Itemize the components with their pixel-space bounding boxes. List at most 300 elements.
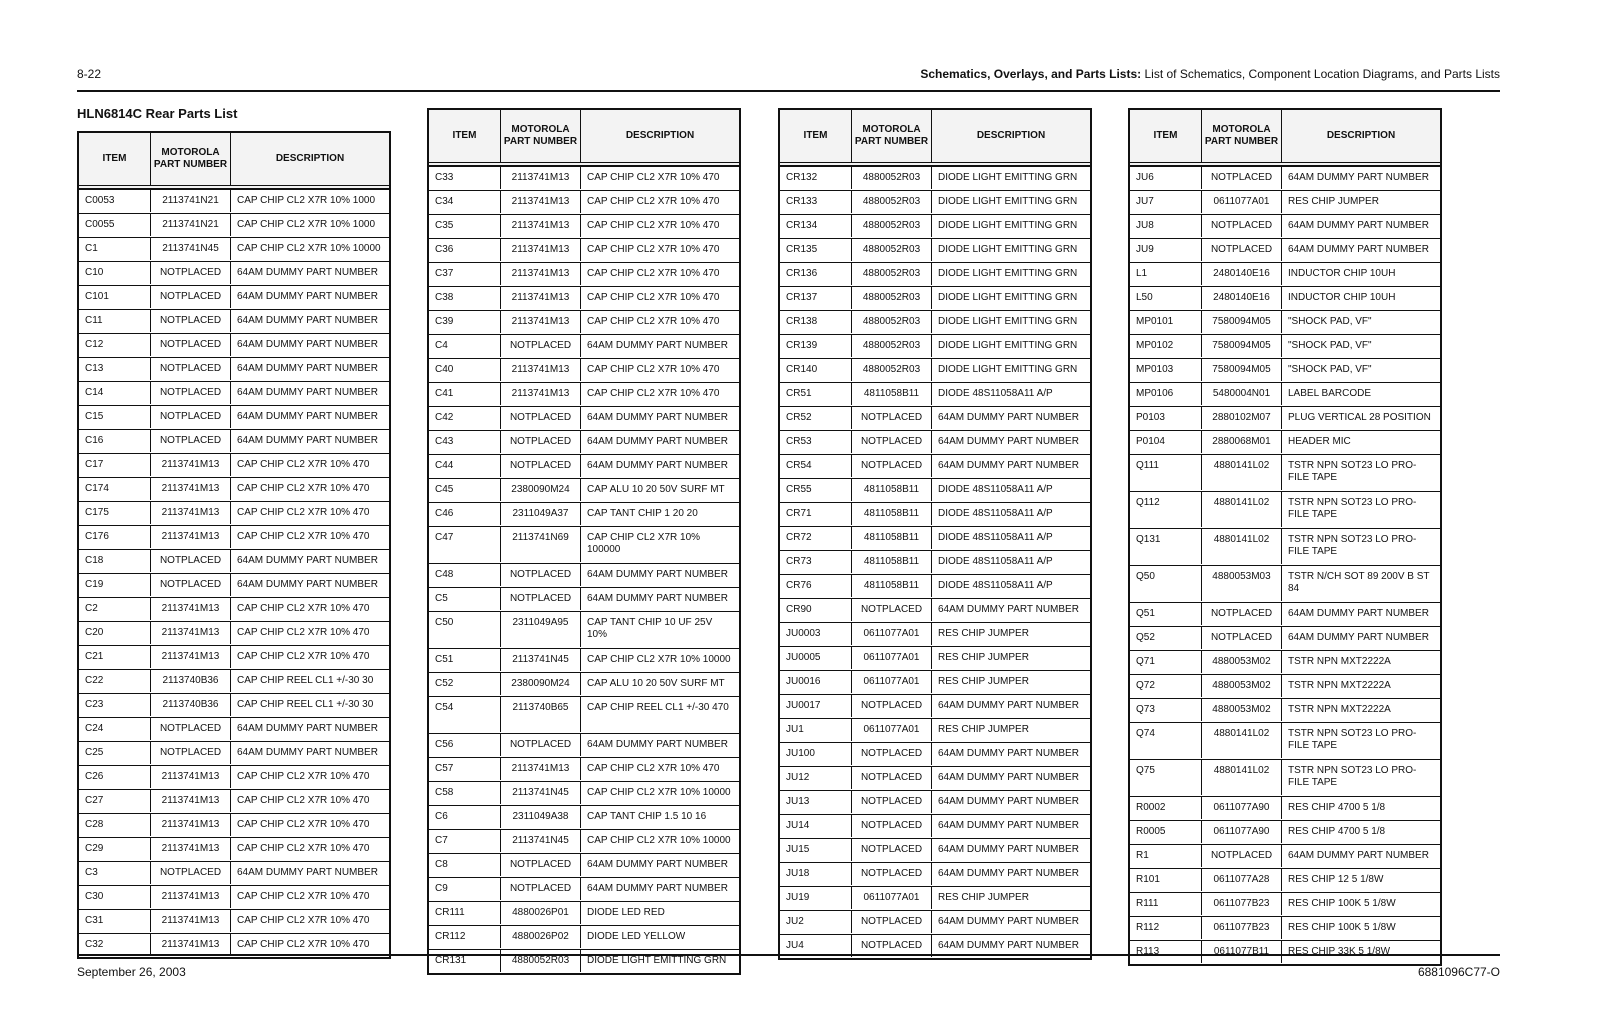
description-cell: 64AM DUMMY PART NUMBER <box>237 555 378 566</box>
part-number-cell: 0611077A01 <box>852 623 932 645</box>
table-row <box>429 166 739 190</box>
table-row <box>1130 759 1440 796</box>
table-row <box>1130 262 1440 286</box>
table-row <box>429 406 739 430</box>
part-number-cell: 4880026P02 <box>501 926 581 948</box>
description-cell: 64AM DUMMY PART NUMBER <box>938 748 1079 759</box>
parts-table <box>77 131 391 959</box>
description-cell: CAP CHIP CL2 X7R 10% 10000 <box>587 654 731 665</box>
description-cell: CAP CHIP CL2 X7R 10% 100000 <box>587 532 701 555</box>
description-cell: CAP CHIP CL2 X7R 10% 1000 <box>237 219 376 230</box>
table-row <box>429 901 739 925</box>
table-row <box>79 213 389 237</box>
description-cell: 64AM DUMMY PART NUMBER <box>587 340 728 351</box>
item-cell: JU19 <box>780 887 852 909</box>
part-number-cell: 2113741M13 <box>501 311 581 333</box>
item-cell: C11 <box>79 310 151 332</box>
description-cell: 64AM DUMMY PART NUMBER <box>237 291 378 302</box>
description-cell: 64AM DUMMY PART NUMBER <box>938 940 1079 951</box>
description-cell: CAP CHIP CL2 X7R 10% 10000 <box>587 787 731 798</box>
description-cell: CAP ALU 10 20 50V SURF MT <box>587 484 725 495</box>
part-number-cell: 4811058B11 <box>852 575 932 597</box>
part-number-cell: 2113741M13 <box>501 263 581 285</box>
item-cell: C14 <box>79 382 151 404</box>
description-cell: TSTR N/CH SOT 89 200V B ST 84 <box>1288 571 1430 594</box>
part-number-cell: NOTPLACED <box>852 431 932 453</box>
item-cell: C12 <box>79 334 151 356</box>
item-cell: C35 <box>429 215 501 237</box>
item-cell: C44 <box>429 455 501 477</box>
item-cell: C2 <box>79 598 151 620</box>
header-item: ITEM <box>780 110 852 162</box>
item-cell: MP0101 <box>1130 311 1202 333</box>
part-number-cell: 0611077A90 <box>1202 821 1282 843</box>
item-cell: JU4 <box>780 935 852 957</box>
item-cell: Q75 <box>1130 760 1202 795</box>
table-row <box>780 790 1090 814</box>
table-row <box>1130 602 1440 626</box>
part-number-cell: NOTPLACED <box>501 335 581 357</box>
table-row <box>429 310 739 334</box>
part-number-cell: 4880053M02 <box>1202 675 1282 697</box>
part-number-cell: 4880052R03 <box>852 311 932 333</box>
description-cell: HEADER MIC <box>1288 436 1351 447</box>
item-cell: P0104 <box>1130 431 1202 453</box>
table-row <box>429 382 739 406</box>
description-cell: 64AM DUMMY PART NUMBER <box>938 820 1079 831</box>
item-cell: C46 <box>429 503 501 525</box>
part-number-cell: NOTPLACED <box>151 382 231 404</box>
description-cell: RES CHIP 100K 5 1/8W <box>1288 922 1396 933</box>
description-cell: DIODE LIGHT EMITTING GRN <box>938 196 1078 207</box>
table-row <box>780 646 1090 670</box>
item-cell: C30 <box>79 886 151 908</box>
description-cell: TSTR NPN SOT23 LO PRO-FILE TAPE <box>1288 460 1417 483</box>
description-cell: DIODE 48S11058A11 A/P <box>938 556 1053 567</box>
part-number-cell: 2113741M13 <box>151 622 231 644</box>
item-cell: CR90 <box>780 599 852 621</box>
item-cell: C3 <box>79 862 151 884</box>
table-row <box>780 262 1090 286</box>
footer-doc-number: 6881096C77-O <box>1417 965 1500 979</box>
description-cell: DIODE LIGHT EMITTING GRN <box>938 316 1078 327</box>
item-cell: JU18 <box>780 863 852 885</box>
table-row <box>1130 820 1440 844</box>
description-cell: INDUCTOR CHIP 10UH <box>1288 292 1396 303</box>
description-cell: CAP CHIP CL2 X7R 10% 470 <box>237 459 370 470</box>
description-cell: CAP CHIP REEL CL1 +/-30 470 <box>587 702 729 713</box>
table-row <box>429 805 739 829</box>
item-cell: C57 <box>429 758 501 780</box>
description-cell: DIODE LIGHT EMITTING GRN <box>938 268 1078 279</box>
part-number-cell: NOTPLACED <box>151 550 231 572</box>
table-row <box>780 406 1090 430</box>
description-cell: INDUCTOR CHIP 10UH <box>1288 268 1396 279</box>
description-cell: 64AM DUMMY PART NUMBER <box>587 569 728 580</box>
item-cell: C6 <box>429 806 501 828</box>
header-description: DESCRIPTION <box>625 130 695 141</box>
table-row <box>429 563 739 587</box>
table-row <box>429 358 739 382</box>
description-cell: 64AM DUMMY PART NUMBER <box>237 747 378 758</box>
part-number-cell: 0611077A28 <box>1202 869 1282 891</box>
item-cell: JU0005 <box>780 647 852 669</box>
item-cell: JU100 <box>780 743 852 765</box>
item-cell: C17 <box>79 454 151 476</box>
item-cell: C16 <box>79 430 151 452</box>
part-number-cell: NOTPLACED <box>852 935 932 957</box>
description-cell: TSTR NPN SOT23 LO PRO-FILE TAPE <box>1288 534 1417 557</box>
item-cell: CR132 <box>780 167 852 189</box>
description-cell: 64AM DUMMY PART NUMBER <box>1288 220 1429 231</box>
table-row <box>780 838 1090 862</box>
description-cell: RES CHIP 4700 5 1/8 <box>1288 802 1386 813</box>
table-row <box>429 829 739 853</box>
table-row <box>1130 528 1440 565</box>
description-cell: 64AM DUMMY PART NUMBER <box>938 844 1079 855</box>
description-cell: CAP CHIP CL2 X7R 10% 470 <box>587 388 720 399</box>
description-cell: CAP CHIP CL2 X7R 10% 470 <box>237 891 370 902</box>
description-cell: "SHOCK PAD, VF" <box>1288 340 1372 351</box>
part-number-cell: 2113741M13 <box>151 790 231 812</box>
item-cell: C56 <box>429 734 501 756</box>
part-number-cell: NOTPLACED <box>852 863 932 885</box>
part-number-cell: NOTPLACED <box>852 407 932 429</box>
description-cell: 64AM DUMMY PART NUMBER <box>237 363 378 374</box>
table-row <box>429 672 739 696</box>
item-cell: C26 <box>79 766 151 788</box>
item-cell: C1 <box>79 238 151 260</box>
running-header-rest: List of Schematics, Component Location Diagrams, and Parts Lists <box>1141 67 1500 81</box>
item-cell: JU13 <box>780 791 852 813</box>
table-row <box>79 261 389 285</box>
part-number-cell: 0611077B23 <box>1202 917 1282 939</box>
table-row <box>79 717 389 741</box>
item-cell: C27 <box>79 790 151 812</box>
part-number-cell: NOTPLACED <box>151 718 231 740</box>
item-cell: JU9 <box>1130 239 1202 261</box>
item-cell: Q71 <box>1130 651 1202 673</box>
part-number-cell: NOTPLACED <box>852 767 932 789</box>
description-cell: DIODE 48S11058A11 A/P <box>938 388 1053 399</box>
item-cell: L1 <box>1130 263 1202 285</box>
item-cell: C32 <box>79 934 151 956</box>
part-number-cell: 2880102M07 <box>1202 407 1282 429</box>
table-row <box>429 877 739 901</box>
item-cell: Q112 <box>1130 492 1202 527</box>
description-cell: 64AM DUMMY PART NUMBER <box>237 315 378 326</box>
part-number-cell: 4880053M03 <box>1202 566 1282 601</box>
description-cell: DIODE 48S11058A11 A/P <box>938 532 1053 543</box>
header-part-number: MOTOROLA PART NUMBER <box>1202 110 1282 162</box>
part-number-cell: 7580094M05 <box>1202 359 1282 381</box>
part-number-cell: 2113740B36 <box>151 670 231 692</box>
part-number-cell: NOTPLACED <box>151 358 231 380</box>
part-number-cell: 4811058B11 <box>852 479 932 501</box>
item-cell: CR54 <box>780 455 852 477</box>
description-cell: CAP ALU 10 20 50V SURF MT <box>587 678 725 689</box>
table-row <box>429 757 739 781</box>
header-rule <box>77 90 1500 92</box>
description-cell: CAP CHIP CL2 X7R 10% 470 <box>587 220 720 231</box>
item-cell: JU0017 <box>780 695 852 717</box>
description-cell: "SHOCK PAD, VF" <box>1288 316 1372 327</box>
table-row <box>1130 310 1440 334</box>
part-number-cell: 4880053M02 <box>1202 699 1282 721</box>
table-header <box>429 110 739 166</box>
item-cell: CR111 <box>429 902 501 924</box>
item-cell: C51 <box>429 649 501 671</box>
part-number-cell: NOTPLACED <box>501 431 581 453</box>
part-number-cell: 2113741M13 <box>501 239 581 261</box>
part-number-cell: 4880052R03 <box>852 239 932 261</box>
part-number-cell: 2113741M13 <box>151 910 231 932</box>
description-cell: 64AM DUMMY PART NUMBER <box>938 868 1079 879</box>
part-number-cell: 4880052R03 <box>852 191 932 213</box>
table-row <box>79 861 389 885</box>
part-number-cell: NOTPLACED <box>1202 845 1282 867</box>
header-description: DESCRIPTION <box>275 153 345 164</box>
table-row <box>79 237 389 261</box>
table-row <box>1130 916 1440 940</box>
part-number-cell: NOTPLACED <box>1202 215 1282 237</box>
description-cell: CAP CHIP CL2 X7R 10% 470 <box>237 819 370 830</box>
table-row <box>780 766 1090 790</box>
description-cell: CAP CHIP CL2 X7R 10% 470 <box>237 483 370 494</box>
description-cell: RES CHIP JUMPER <box>938 628 1029 639</box>
part-number-cell: 0611077A01 <box>852 671 932 693</box>
part-number-cell: NOTPLACED <box>852 455 932 477</box>
part-number-cell: 4880141L02 <box>1202 492 1282 527</box>
item-cell: C48 <box>429 564 501 586</box>
item-cell: CR137 <box>780 287 852 309</box>
part-number-cell: 2113741M13 <box>151 766 231 788</box>
item-cell: CR71 <box>780 503 852 525</box>
part-number-cell: 2113741M13 <box>151 814 231 836</box>
table-row <box>780 286 1090 310</box>
part-number-cell: NOTPLACED <box>501 407 581 429</box>
header-item: ITEM <box>79 133 151 185</box>
part-number-cell: 7580094M05 <box>1202 335 1282 357</box>
item-cell: C40 <box>429 359 501 381</box>
item-cell: L50 <box>1130 287 1202 309</box>
item-cell: C8 <box>429 854 501 876</box>
table-row <box>79 525 389 549</box>
part-number-cell: NOTPLACED <box>151 262 231 284</box>
part-number-cell: 2113741M13 <box>501 191 581 213</box>
item-cell: C54 <box>429 697 501 732</box>
part-number-cell: 2113741N69 <box>501 527 581 562</box>
description-cell: 64AM DUMMY PART NUMBER <box>938 796 1079 807</box>
table-row <box>79 693 389 717</box>
item-cell: C36 <box>429 239 501 261</box>
table-row <box>1130 491 1440 528</box>
item-cell: C47 <box>429 527 501 562</box>
table-row <box>429 648 739 672</box>
description-cell: 64AM DUMMY PART NUMBER <box>237 723 378 734</box>
description-cell: 64AM DUMMY PART NUMBER <box>587 460 728 471</box>
part-number-cell: 2311049A37 <box>501 503 581 525</box>
part-number-cell: NOTPLACED <box>852 815 932 837</box>
part-number-cell: 2113741N45 <box>501 649 581 671</box>
description-cell: CAP CHIP CL2 X7R 10% 470 <box>587 196 720 207</box>
table-row <box>1130 358 1440 382</box>
item-cell: C42 <box>429 407 501 429</box>
description-cell: RES CHIP JUMPER <box>938 892 1029 903</box>
part-number-cell: 4880053M02 <box>1202 651 1282 673</box>
description-cell: DIODE LED RED <box>587 907 665 918</box>
item-cell: JU0016 <box>780 671 852 693</box>
table-row <box>79 189 389 213</box>
item-cell: C21 <box>79 646 151 668</box>
item-cell: R113 <box>1130 941 1202 963</box>
table-row <box>79 573 389 597</box>
table-row <box>79 381 389 405</box>
description-cell: CAP CHIP CL2 X7R 10% 470 <box>237 939 370 950</box>
table-row <box>79 477 389 501</box>
table-row <box>79 429 389 453</box>
description-cell: DIODE LIGHT EMITTING GRN <box>938 292 1078 303</box>
description-cell: TSTR NPN SOT23 LO PRO-FILE TAPE <box>1288 728 1417 751</box>
part-number-cell: 7580094M05 <box>1202 311 1282 333</box>
item-cell: C0055 <box>79 214 151 236</box>
description-cell: 64AM DUMMY PART NUMBER <box>587 883 728 894</box>
item-cell: Q73 <box>1130 699 1202 721</box>
item-cell: C34 <box>429 191 501 213</box>
table-row <box>79 501 389 525</box>
item-cell: C39 <box>429 311 501 333</box>
table-row <box>429 214 739 238</box>
table-row <box>429 696 739 733</box>
item-cell: C41 <box>429 383 501 405</box>
part-number-cell: NOTPLACED <box>501 854 581 876</box>
item-cell: C25 <box>79 742 151 764</box>
part-number-cell: 2311049A95 <box>501 612 581 647</box>
table-row <box>79 645 389 669</box>
table-row <box>780 382 1090 406</box>
description-cell: DIODE LIGHT EMITTING GRN <box>938 364 1078 375</box>
description-cell: DIODE LIGHT EMITTING GRN <box>938 172 1078 183</box>
header-item: ITEM <box>429 110 501 162</box>
table-row <box>79 885 389 909</box>
item-cell: C28 <box>79 814 151 836</box>
part-number-cell: 2311049A38 <box>501 806 581 828</box>
table-row <box>1130 334 1440 358</box>
item-cell: CR131 <box>429 950 501 972</box>
description-cell: 64AM DUMMY PART NUMBER <box>237 387 378 398</box>
table-row <box>79 621 389 645</box>
header-item: ITEM <box>1130 110 1202 162</box>
table-row <box>79 669 389 693</box>
table-row <box>79 813 389 837</box>
table-row <box>79 549 389 573</box>
part-number-cell: NOTPLACED <box>151 430 231 452</box>
table-row <box>429 611 739 648</box>
item-cell: CR55 <box>780 479 852 501</box>
description-cell: 64AM DUMMY PART NUMBER <box>1288 632 1429 643</box>
table-row <box>1130 626 1440 650</box>
part-number-cell: NOTPLACED <box>151 334 231 356</box>
description-cell: CAP CHIP REEL CL1 +/-30 30 <box>237 675 374 686</box>
part-number-cell: 2113741M13 <box>151 598 231 620</box>
item-cell: C101 <box>79 286 151 308</box>
part-number-cell: 4880141L02 <box>1202 455 1282 490</box>
table-row <box>1130 406 1440 430</box>
table-row <box>1130 674 1440 698</box>
part-number-cell: NOTPLACED <box>151 862 231 884</box>
table-row <box>429 190 739 214</box>
part-number-cell: 4880052R03 <box>852 335 932 357</box>
table-row <box>79 909 389 933</box>
table-row <box>780 718 1090 742</box>
item-cell: CR134 <box>780 215 852 237</box>
item-cell: C19 <box>79 574 151 596</box>
part-number-cell: 4811058B11 <box>852 503 932 525</box>
table-row <box>780 742 1090 766</box>
table-row <box>780 502 1090 526</box>
part-number-cell: 2480140E16 <box>1202 263 1282 285</box>
part-number-cell: 2113741M13 <box>501 167 581 189</box>
description-cell: RES CHIP JUMPER <box>938 676 1029 687</box>
description-cell: RES CHIP JUMPER <box>938 652 1029 663</box>
description-cell: DIODE 48S11058A11 A/P <box>938 484 1053 495</box>
description-cell: 64AM DUMMY PART NUMBER <box>938 772 1079 783</box>
part-number-cell: NOTPLACED <box>151 742 231 764</box>
table-row <box>1130 190 1440 214</box>
description-cell: 64AM DUMMY PART NUMBER <box>237 579 378 590</box>
description-cell: CAP CHIP CL2 X7R 10% 470 <box>237 771 370 782</box>
description-cell: TSTR NPN MXT2222A <box>1288 704 1391 715</box>
part-number-cell: 0611077A01 <box>1202 191 1282 213</box>
table-row <box>780 574 1090 598</box>
part-number-cell: NOTPLACED <box>151 286 231 308</box>
part-number-cell: 5480004N01 <box>1202 383 1282 405</box>
part-number-cell: NOTPLACED <box>1202 603 1282 625</box>
table-row <box>780 358 1090 382</box>
table-row <box>429 781 739 805</box>
part-number-cell: 2113740B65 <box>501 697 581 732</box>
part-number-cell: NOTPLACED <box>852 599 932 621</box>
item-cell: CR72 <box>780 527 852 549</box>
description-cell: DIODE 48S11058A11 A/P <box>938 508 1053 519</box>
description-cell: 64AM DUMMY PART NUMBER <box>938 916 1079 927</box>
item-cell: JU8 <box>1130 215 1202 237</box>
running-header-bold: Schematics, Overlays, and Parts Lists: <box>920 67 1142 81</box>
item-cell: C50 <box>429 612 501 647</box>
table-row <box>1130 722 1440 759</box>
table-row <box>79 405 389 429</box>
table-row <box>1130 892 1440 916</box>
header-description: DESCRIPTION <box>976 130 1046 141</box>
part-number-cell: 2380090M24 <box>501 673 581 695</box>
item-cell: JU0003 <box>780 623 852 645</box>
part-number-cell: 2113741N45 <box>501 782 581 804</box>
description-cell: DIODE LIGHT EMITTING GRN <box>938 244 1078 255</box>
table-row <box>1130 166 1440 190</box>
item-cell: Q52 <box>1130 627 1202 649</box>
description-cell: 64AM DUMMY PART NUMBER <box>1288 172 1429 183</box>
item-cell: C13 <box>79 358 151 380</box>
table-row <box>1130 650 1440 674</box>
part-number-cell: NOTPLACED <box>501 878 581 900</box>
part-number-cell: NOTPLACED <box>501 588 581 610</box>
item-cell: CR136 <box>780 263 852 285</box>
part-number-cell: 4880052R03 <box>852 359 932 381</box>
item-cell: JU15 <box>780 839 852 861</box>
item-cell: C20 <box>79 622 151 644</box>
item-cell: CR52 <box>780 407 852 429</box>
item-cell: C45 <box>429 479 501 501</box>
